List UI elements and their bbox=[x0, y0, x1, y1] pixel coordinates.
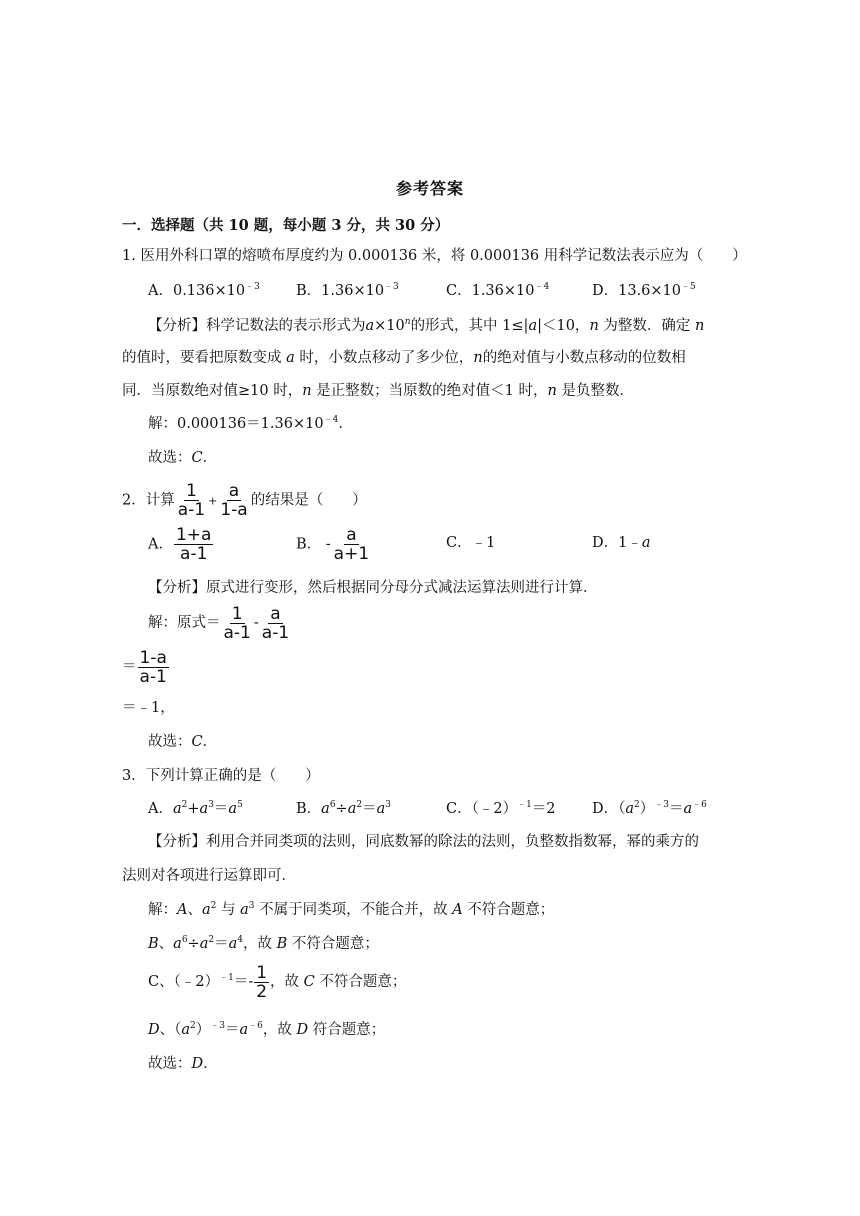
q1-analysis-line-3: 同．当原数绝对值≥10 时，n 是正整数；当原数的绝对值＜1 时，n 是负整数． bbox=[122, 383, 634, 399]
q3-analysis-line-2: 法则对各项进行运算即可． bbox=[122, 868, 296, 884]
q3-solution-b: B、$a^6\div a^2=a^4$，故 B 不符合题意； bbox=[148, 935, 379, 952]
question-3-stem: 3．下列计算正确的是（ ） bbox=[122, 768, 320, 784]
q1-solution: 解：$0.000136=1.36\times 10^{﹣4}$． bbox=[148, 415, 353, 432]
q1-option-d: D．$13.6\times 10^{﹣5}$ bbox=[592, 282, 696, 299]
q1-option-c: C．$1.36\times 10^{﹣4}$ bbox=[446, 282, 550, 299]
q2-fraction-2: $\frac{a}{1-a}$ bbox=[220, 481, 248, 520]
q2-solution-step-2: ＝ $\frac{1-a}{a-1}$ bbox=[122, 647, 167, 687]
page-title: 参考答案 bbox=[395, 179, 464, 198]
q3-answer: 故选：D． bbox=[148, 1056, 218, 1072]
q2-solution-step-1: 解：原式＝ $\frac{1}{a-1}$ - $\frac{a}{a-1}$ bbox=[148, 603, 290, 643]
q3-solution-d: D、$(a^2)^{﹣3}=a^{﹣6}$，故 D 符合题意； bbox=[148, 1021, 386, 1038]
q2-option-a: A． $\frac{1+a}{a-1}$ bbox=[148, 525, 212, 564]
section-heading: 一．选择题（共 10 题，每小题 3 分，共 30 分） bbox=[122, 217, 450, 234]
q1-answer: 故选：C． bbox=[148, 450, 218, 466]
q2-fraction-1: $\frac{1}{a-1}$ bbox=[177, 481, 206, 520]
q1-option-a: A．$0.136\times 10^{﹣3}$ bbox=[148, 282, 260, 299]
q1-option-b: B．$1.36\times 10^{﹣3}$ bbox=[296, 282, 399, 299]
q3-solution-c: C、（﹣2）$^{﹣1}$＝- $\frac{1}{2}$ ，故 C 不符合题意； bbox=[148, 962, 407, 1002]
q2-option-b: B． - $\frac{a}{a+1}$ bbox=[296, 525, 370, 564]
q3-option-a: A．$a^2+a^3=a^5$ bbox=[148, 800, 243, 817]
q2-solution-step-3: ＝﹣1， bbox=[122, 700, 175, 716]
q3-option-c: C．（﹣2）$^{﹣1}$＝2 bbox=[446, 800, 556, 817]
q3-option-d: D．$(a^2)^{﹣3}=a^{﹣6}$ bbox=[592, 800, 707, 817]
q2-answer: 故选：C． bbox=[148, 734, 218, 750]
q3-analysis-line-1: 【分析】利用合并同类项的法则，同底数幂的除法的法则，负整数指数幂，幂的乘方的 bbox=[148, 834, 699, 850]
q3-solution-a: 解：A、$a^2$ 与 $a^3$ 不属于同类项，不能合并，故 A 不符合题意； bbox=[148, 901, 555, 918]
question-1-stem: 1. 医用外科口罩的熔喷布厚度约为 0.000136 米，将 0.000136 用科学记数法表示应为（ ） bbox=[122, 248, 747, 264]
q2-option-c: C．﹣1 bbox=[446, 535, 496, 551]
question-2-stem: 2．计算 $\frac{1}{a-1}$ + $\frac{a}{1-a}$ 的结果是（ ） bbox=[122, 481, 367, 520]
q2-option-d: D．1﹣a bbox=[592, 535, 651, 551]
q1-analysis-line-2: 的值时，要看把原数变成 a 时，小数点移动了多少位，n的绝对值与小数点移动的位数相 bbox=[122, 350, 686, 366]
q3-option-b: B．$a^6\div a^2=a^3$ bbox=[296, 800, 391, 817]
q2-analysis: 【分析】原式进行变形，然后根据同分母分式减法运算法则进行计算． bbox=[148, 580, 598, 596]
q1-analysis-line-1: 【分析】科学记数法的表示形式为$a\times 10^n$的形式，其中 1≤|a|＜10，n 为整数．确定 n bbox=[148, 317, 705, 334]
